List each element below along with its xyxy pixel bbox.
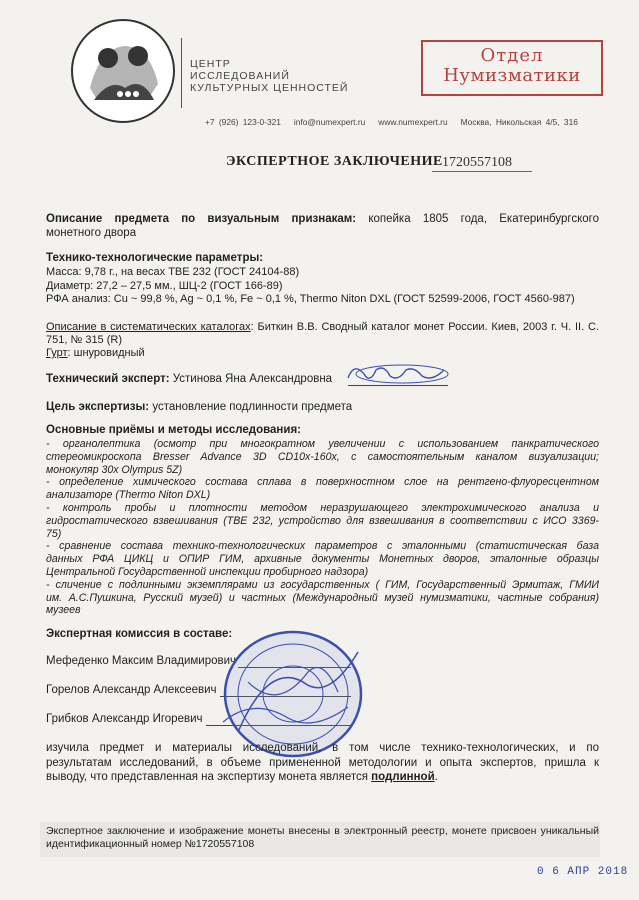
method-line: - контроль пробы и плотности методом неразрушающего электрохимического анализа и: [46, 501, 599, 514]
method-line: анализаторе (Thermo Niton DXL): [46, 489, 211, 502]
date-stamp: 0 6 АПР 2018: [537, 866, 629, 878]
expert-name: Устинова Яна Александровна: [172, 373, 333, 385]
conclusion-end: .: [434, 771, 438, 783]
header-divider: [181, 38, 182, 108]
methods-heading: Основные приёмы и методы исследования:: [46, 424, 301, 436]
expert-label: Технический эксперт:: [46, 373, 170, 385]
params-rfa: РФА анализ: Cu ~ 99,8 %, Ag ~ 0,1 %, Fe ~ 0,1 %, Thermo Niton DXL (ГОСТ 52599-2006, ГОСТ 4560-987): [46, 293, 575, 305]
method-line: Центральной Государственной инспекции пробирного надзора): [46, 565, 369, 578]
method-line: - сличение с подлинными экземплярами из государственных ( ГИМ, Государственный Эрмитаж, ГМИИ: [46, 578, 599, 591]
catalog-line-1: [46, 321, 599, 334]
email: info@numexpert.ru: [293, 117, 366, 127]
description-value: копейка 1805 года, Екатеринбургского: [368, 213, 599, 225]
method-line: 75): [46, 527, 62, 540]
address: Москва, Никольская 4/5, 316: [460, 117, 578, 127]
method-line: - органолептика (осмотр при многократном увеличении с использованием панкратического: [46, 438, 599, 450]
description-block: [46, 212, 599, 240]
org-line-2: ИССЛЕДОВАНИЙ: [190, 70, 290, 82]
conclusion-line-1: изучила предмет и материалы исследований, в том числе технико-технологических, и по: [46, 742, 599, 754]
methods-list: [46, 438, 599, 617]
catalog-value: : Биткин В.В. Сводный каталог монет России. Киев, 2003 г. Ч. II. С.: [250, 321, 599, 333]
description-label: Описание предмета по визуальным признакам:: [46, 213, 357, 225]
registry-line-2: идентификационный номер №1720557108: [46, 838, 255, 850]
purpose-label: Цель экспертизы:: [46, 401, 150, 413]
number-underline: [432, 171, 532, 172]
conclusion-block: [46, 741, 599, 785]
expert-signature: [344, 360, 450, 390]
method-line: стереомикроскопа Bresser Advance 3D CD10x-160x, с самостоятельным каналом визуализации;: [46, 450, 599, 463]
gurt-value: : шнуровидный: [67, 347, 145, 359]
method-line: - определение химического состава сплава в поверхностном слое на рентгено-флуоресцентном: [46, 476, 599, 489]
catalog-label: Описание в систематических каталогах: [46, 321, 251, 333]
commission-heading: Экспертная комиссия в составе:: [46, 628, 233, 640]
gurt-label: Гурт: [46, 347, 68, 359]
commission-member-1: Мефеденко Максим Владимирович: [46, 655, 237, 667]
stamp-line-1: Отдел: [480, 45, 544, 66]
description-line-2: монетного двора: [46, 227, 137, 239]
method-line: - сравнение состава технико-технологических параметров с эталонными (статистическая база: [46, 540, 599, 553]
conclusion-line-2: результатам исследований, в объеме примененной методологии и опыта экспертов, пришла к: [46, 756, 599, 769]
catalog-block: [46, 321, 599, 360]
org-line-1: ЦЕНТР: [190, 58, 231, 70]
stamp-line-2: Нумизматики: [443, 65, 581, 86]
method-line: им. А.С.Пушкина, Русский музей) и частных (Международный музей нумизматики, частные собрания): [46, 591, 599, 604]
description-line-1: [46, 212, 599, 226]
document-number: 1720557108: [442, 155, 512, 170]
registry-line-1: Экспертное заключение и изображение монеты внесены в электронный реестр, монете присвоен уникальный: [46, 825, 599, 837]
purpose-value: установление подлинности предмета: [152, 401, 353, 413]
params-heading: Технико-технологические параметры:: [46, 252, 264, 264]
method-line: монокуляр 30x Olympus 5Z): [46, 463, 183, 476]
website: www.numexpert.ru: [378, 117, 448, 127]
org-line-3: КУЛЬТУРНЫХ ЦЕННОСТЕЙ: [190, 82, 349, 94]
conclusion-line-3: [46, 770, 599, 785]
method-line: гидростатического взвешивания (ТВЕ 232, устройство для взвешивания в соответствии с ИСО 3369-: [46, 514, 599, 527]
params-diameter: Диаметр: 27,2 – 27,5 мм., ШЦ-2 (ГОСТ 166-89): [46, 280, 283, 292]
organization-name: [190, 58, 348, 94]
expert-line: [46, 373, 332, 386]
organization-logo: [70, 18, 176, 124]
gurt-line: [46, 347, 599, 360]
registry-note: [46, 825, 599, 851]
department-stamp: [421, 40, 603, 96]
commission-member-3: Грибков Александр Игоревич: [46, 713, 203, 725]
document-title: ЭКСПЕРТНОЕ ЗАКЛЮЧЕНИЕ: [226, 154, 443, 169]
catalog-line-2: 751, № 315 (R): [46, 334, 123, 346]
phone: +7 (926) 123-0-321: [205, 117, 281, 127]
params-mass: Масса: 9,78 г., на весах ТВЕ 232 (ГОСТ 24104-88): [46, 266, 300, 278]
verdict: подлинной: [371, 771, 435, 783]
purpose-line: [46, 401, 352, 414]
commission-member-2: Горелов Александр Алексеевич: [46, 684, 217, 696]
method-line: данных РФА ЦИКЦ и ОПИР ГИМ, архивные документы Монетных дворов, эталонные образцы: [46, 553, 599, 566]
conclusion-line-3-text: выводу, что представленная на экспертизу монета является: [46, 771, 372, 783]
contacts-bar: [205, 117, 578, 127]
method-line: музеев: [46, 604, 81, 617]
